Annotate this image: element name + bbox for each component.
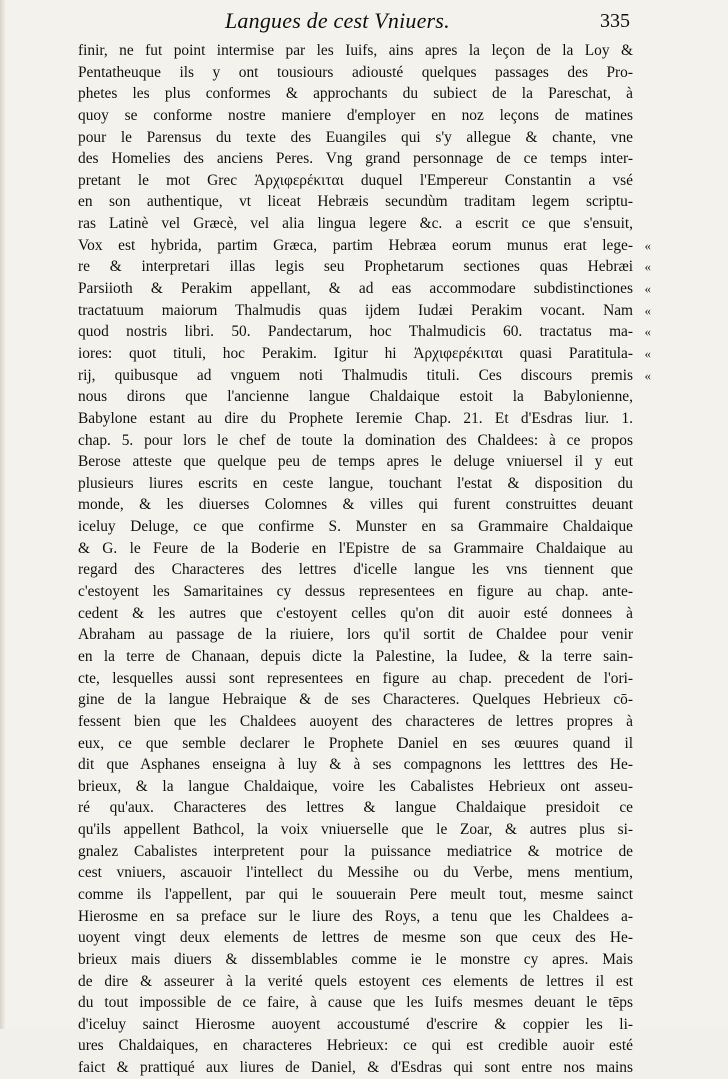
- text-line: [78, 689, 633, 711]
- text-line: [78, 711, 633, 733]
- text-line-content: ures Chaldaiques, en characteres Hebrieux: ce qui est credible auoir esté: [78, 1037, 633, 1055]
- text-line-content: iceluy Deluge, ce que confirme S. Munster en sa Grammaire Chaldaique: [78, 518, 633, 536]
- text-line-content: faict & prattiqué aux liures de Daniel, & d'Esdras qui sont entre nos mains: [78, 1059, 633, 1077]
- text-line: [78, 105, 633, 127]
- text-line: [78, 1035, 633, 1057]
- text-line: [78, 733, 633, 755]
- text-line-content: dit que Asphanes enseigna à luy & à ses compagnons les letttres des He-: [78, 756, 633, 774]
- text-line-content: uoyent vingt deux elements de lettres de mesme son que ceux des He-: [78, 929, 633, 947]
- text-line: [78, 776, 633, 798]
- text-line-content: regard des Characteres des lettres d'icelle langue les vns tiennent que: [78, 561, 633, 579]
- text-line: [78, 1014, 633, 1036]
- page-header: [75, 6, 630, 38]
- text-line: [78, 386, 633, 408]
- text-line-content: ras Latinè vel Græcè, vel alia lingua legere &c. a escrit ce que s'ensuit,: [78, 215, 633, 233]
- text-line: [78, 430, 633, 452]
- text-line: [78, 646, 633, 668]
- text-line: [78, 862, 633, 884]
- text-line-content: eux, ce que semble declarer le Prophete Daniel en ses œuures quand il: [78, 734, 633, 752]
- text-line-content: re & interpretari illas legis seu Prophetarum sectiones quas Hebræi: [78, 258, 633, 276]
- text-line-content: chap. 5. pour lors le chef de toute la domination des Chaldees: à ce propos: [78, 431, 633, 449]
- text-line: [78, 40, 633, 62]
- text-line: [78, 473, 633, 495]
- text-line: [78, 191, 633, 213]
- quotation-marker: «: [644, 345, 651, 361]
- text-line: [78, 906, 633, 928]
- text-line: [78, 62, 633, 84]
- quotation-marker: «: [644, 367, 651, 383]
- text-line-content: tractatuum maiorum Thalmudis quas ijdem Iudæi Perakim vocant. Nam: [78, 301, 633, 319]
- text-line-content: cte, lesquelles aussi sont representees en figure au chap. precedent de l'ori-: [78, 669, 633, 687]
- text-line: [78, 971, 633, 993]
- text-line-content: phetes les plus conformes & approchants du subiect de la Pareschat, à: [78, 85, 633, 103]
- text-line-content: finir, ne fut point intermise par les Iuifs, ains apres la leçon de la Loy &: [78, 42, 633, 59]
- text-line: [78, 256, 651, 278]
- text-line: [78, 603, 633, 625]
- text-line-content: pretant le mot Grec Ἀρχιφερέκιται duquel l'Empereur Constantin a vsé: [78, 171, 633, 189]
- text-line: [78, 949, 633, 971]
- text-line: [78, 841, 633, 863]
- text-line: [78, 213, 633, 235]
- text-line-content: Berose atteste que quelque peu de temps apres le deluge vniuersel il y eut: [78, 453, 633, 471]
- text-line: [78, 127, 633, 149]
- text-line: [78, 365, 651, 387]
- running-title: Langues de cest Vniuers.: [225, 8, 450, 33]
- text-line: [78, 408, 633, 430]
- text-line-content: fessent bien que les Chaldees auoyent des characteres de lettres propres à: [78, 712, 633, 730]
- text-line: [78, 235, 651, 257]
- text-line: [78, 170, 633, 192]
- text-line-content: du tout impossible de ce faire, à cause que les Iuifs mesmes deuant le tēps: [78, 994, 633, 1012]
- quotation-marker: «: [644, 237, 651, 253]
- text-line: [78, 927, 633, 949]
- text-line: [78, 668, 633, 690]
- text-line-content: en la terre de Chanaan, depuis dicte la Palestine, la Iudee, & la terre sain-: [78, 647, 633, 665]
- quotation-marker: «: [644, 324, 651, 340]
- quotation-marker: «: [644, 281, 651, 297]
- text-line-content: Parsiioth & Perakim appellant, & ad eas accommodare subdistinctiones: [78, 280, 633, 298]
- text-line: [78, 1057, 633, 1079]
- text-line: [78, 343, 651, 365]
- text-line: [78, 83, 633, 105]
- page-number: 335: [600, 10, 630, 32]
- text-line-content: nous dirons que l'ancienne langue Chaldaique estoit la Babylonienne,: [78, 388, 633, 406]
- text-line-content: cest vniuers, ascauoir l'intellect du Messihe ou du Verbe, mens mentium,: [78, 864, 633, 882]
- text-line-content: Pentatheuque ils y ont tousiours adiousté quelques passages des Pro-: [78, 63, 633, 81]
- text-line-content: en son authentique, vt liceat Hebræis secundùm traditam legem scriptu-: [78, 193, 633, 211]
- text-line-content: plusieurs liures escrits en ceste langue, touchant l'estat & disposition du: [78, 474, 633, 492]
- text-line-content: qu'ils appellent Bathcol, la voix vniuerselle que le Zoar, & autres plus si-: [78, 821, 633, 839]
- body-text: [78, 40, 651, 1079]
- quotation-marker: «: [644, 259, 651, 275]
- text-line-content: brieux, & la langue Chaldaique, voire les Cabalistes Hebrieux ont asseu-: [78, 777, 633, 795]
- text-line: [78, 884, 633, 906]
- text-line-content: quoy se conforme nostre maniere d'employer en noz leçons de matines: [78, 106, 633, 124]
- text-line-content: & G. le Feure de la Boderie en l'Epistre de sa Grammaire Chaldaique au: [78, 539, 633, 557]
- text-line: [78, 819, 633, 841]
- text-line-content: monde, & les diuerses Colomnes & villes qui furent construittes deuant: [78, 496, 633, 514]
- text-line: [78, 754, 633, 776]
- text-line-content: brieux mais diuers & dissemblables comme ie le monstre cy apres. Mais: [78, 950, 633, 968]
- text-line: [78, 321, 651, 343]
- text-line: [78, 300, 651, 322]
- text-line-content: Vox est hybrida, partim Græca, partim Hebræa eorum munus erat lege-: [78, 236, 633, 254]
- text-line: [78, 797, 633, 819]
- text-line: [78, 992, 633, 1014]
- text-line: [78, 494, 633, 516]
- text-line-content: ré qu'aux. Characteres des lettres & langue Chaldaique presidoit ce: [78, 799, 633, 817]
- text-line-content: Abraham au passage de la riuiere, lors qu'il sortit de Chaldee pour venir: [78, 626, 633, 644]
- text-line-content: comme ils l'appellent, par qui le souuerain Pere meult tout, mesme sainct: [78, 885, 633, 903]
- text-line-content: d'iceluy sainct Hierosme auoyent accoustumé d'escrire & coppier les li-: [78, 1015, 633, 1033]
- text-line-content: Babylone estant au dire du Prophete Ieremie Chap. 21. Et d'Esdras liur. 1.: [78, 409, 633, 427]
- text-line: [78, 516, 633, 538]
- text-line: [78, 624, 633, 646]
- text-line-content: pour le Parensus du texte des Euangiles qui s'y allegue & chante, vne: [78, 128, 633, 146]
- text-line: [78, 278, 651, 300]
- text-line-content: de dire & asseurer à la verité quels estoyent ces elements de lettres il est: [78, 972, 633, 990]
- text-line-content: gine de la langue Hebraique & de ses Characteres. Quelques Hebrieux cō-: [78, 691, 633, 709]
- quotation-marker: «: [644, 302, 651, 318]
- text-line: [78, 148, 633, 170]
- text-line-content: c'estoyent les Samaritaines cy dessus representees en figure au chap. ante-: [78, 583, 633, 601]
- text-line-content: Hierosme en sa preface sur le liure des Roys, a tenu que les Chaldees a-: [78, 907, 633, 925]
- text-line: [78, 559, 633, 581]
- page-edge-shadow: [0, 0, 6, 1029]
- text-line-content: des Homelies des anciens Peres. Vng grand personnage de ce temps inter-: [78, 150, 633, 168]
- text-line-content: quod nostris libri. 50. Pandectarum, hoc Thalmudicis 60. tractatus ma-: [78, 323, 633, 341]
- text-line: [78, 451, 633, 473]
- text-line-content: cedent & les autres que c'estoyent celles qu'on dit auoir esté donnees à: [78, 604, 633, 622]
- text-line: [78, 538, 633, 560]
- text-line: [78, 581, 633, 603]
- text-line-content: iores: quot tituli, hoc Perakim. Igitur hi Ἀρχιφερέκιται quasi Paratitula-: [78, 344, 633, 362]
- text-line-content: rij, quibusque ad vnguem noti Thalmudis tituli. Ces discours premis: [78, 366, 633, 384]
- text-line-content: gnalez Cabalistes interpretent pour la puissance mediatrice & motrice de: [78, 842, 633, 860]
